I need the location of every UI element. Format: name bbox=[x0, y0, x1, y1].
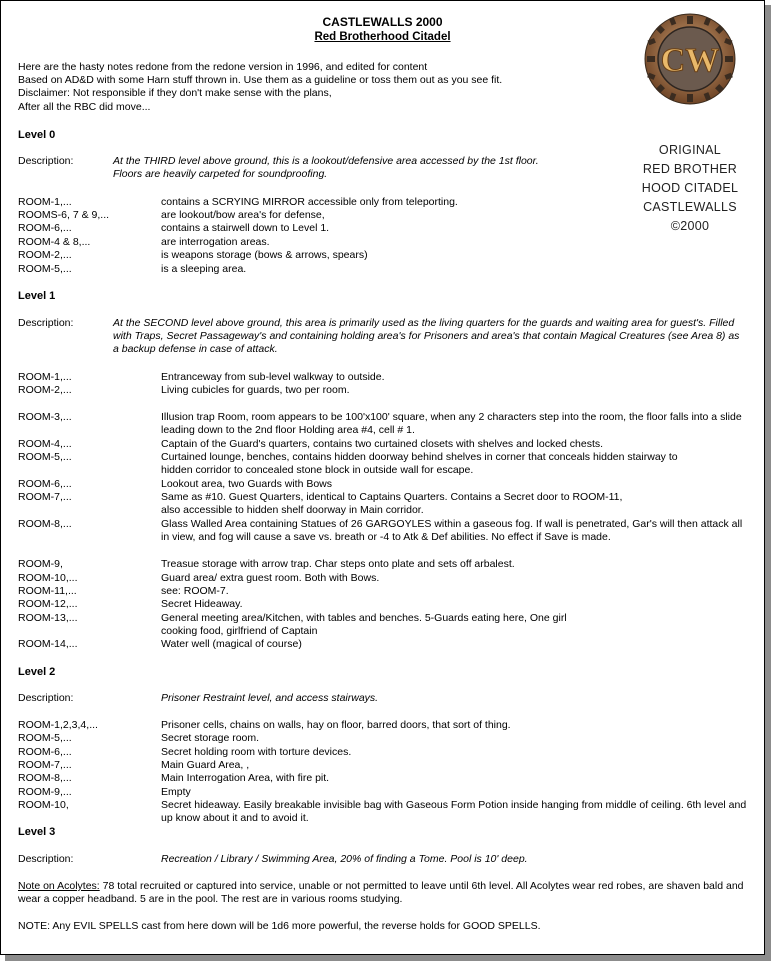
sidebar-line: RED BROTHER bbox=[642, 162, 738, 176]
sidebar-line: ORIGINAL bbox=[658, 143, 722, 157]
room-name: ROOM-13,... bbox=[18, 612, 78, 624]
acolytes-note bbox=[18, 880, 748, 906]
room-name: ROOM-9,... bbox=[18, 786, 72, 798]
intro-line: After all the RBC did move... bbox=[18, 101, 151, 113]
room-name: ROOM-5,... bbox=[18, 732, 72, 744]
room-text: contains a SCRYING MIRROR accessible only from teleporting. bbox=[161, 196, 458, 208]
doc-title: CASTLEWALLS 2000 bbox=[322, 15, 443, 29]
level1-desc-label: Description: bbox=[18, 317, 74, 329]
room-text: Prisoner cells, chains on walls, hay on floor, barred doors, that sort of thing. bbox=[161, 719, 511, 731]
acolytes-label: Note on Acolytes: bbox=[18, 880, 100, 892]
sidebar-line: ©2000 bbox=[670, 219, 710, 233]
room-text: General meeting area/Kitchen, with tables and benches. 5-Guards eating here, One girl cooking food, girlfriend of Captain bbox=[161, 612, 567, 637]
page-shadow-bottom bbox=[5, 955, 771, 961]
room-text: are lookout/bow area's for defense, bbox=[161, 209, 325, 221]
room-name: ROOM-1,2,3,4,... bbox=[18, 719, 98, 731]
intro-line: Disclaimer: Not responsible if they don't make sense with the plans, bbox=[18, 87, 332, 99]
room-name: ROOM-12,... bbox=[18, 598, 78, 610]
room-name: ROOM-2,... bbox=[18, 384, 72, 396]
logo-letters: CW bbox=[660, 42, 720, 79]
room-text: Secret storage room. bbox=[161, 732, 260, 744]
room-text: Secret holding room with torture devices. bbox=[161, 746, 352, 758]
sidebar-credit bbox=[630, 141, 750, 236]
room-text: Main Guard Area, , bbox=[161, 759, 250, 771]
room-name: ROOM-4 & 8,... bbox=[18, 236, 91, 248]
evil-spells-note: NOTE: Any EVIL SPELLS cast from here down will be 1d6 more powerful, the reverse holds for GOOD SPELLS. bbox=[18, 920, 541, 932]
level2-description: Prisoner Restraint level, and access stairways. bbox=[161, 692, 379, 704]
room-name: ROOM-5,... bbox=[18, 263, 72, 275]
room-text: are interrogation areas. bbox=[161, 236, 270, 248]
room-text: Main Interrogation Area, with fire pit. bbox=[161, 772, 330, 784]
room-text: Captain of the Guard's quarters, contains two curtained closets with shelves and locked chests. bbox=[161, 438, 604, 450]
room-name: ROOM-6,... bbox=[18, 746, 72, 758]
sidebar-line: HOOD CITADEL bbox=[641, 181, 739, 195]
room-text: Secret Hideaway. bbox=[161, 598, 243, 610]
room-text: see: ROOM-7. bbox=[161, 585, 229, 597]
level0-heading: Level 0 bbox=[18, 129, 56, 141]
level1-heading: Level 1 bbox=[18, 290, 56, 302]
room-name: ROOM-1,... bbox=[18, 371, 72, 383]
room-name: ROOM-14,... bbox=[18, 638, 78, 650]
level3-description: Recreation / Library / Swimming Area, 20% of finding a Tome. Pool is 10' deep. bbox=[161, 853, 528, 865]
room-text: Same as #10. Guest Quarters, identical to Captains Quarters. Contains a Secret door to ROOM-11, also accessible to hidden shelf doorway in Main corridor. bbox=[161, 491, 623, 516]
room-text: Lookout area, two Guards with Bows bbox=[161, 478, 333, 490]
room-text: Entranceway from sub-level walkway to outside. bbox=[161, 371, 385, 383]
room-text: Glass Walled Area containing Statues of 26 GARGOYLES within a gaseous fog. If wall is penetrated, Gar's will then attack all in view, and fog will cause a save vs. breath or -4 to Atk & Def abilities. No effect if Save is made. bbox=[161, 518, 743, 543]
castlewalls-logo bbox=[644, 13, 736, 105]
room-name: ROOM-4,... bbox=[18, 438, 72, 450]
room-text: Secret hideaway. Easily breakable invisible bag with Gaseous Form Potion inside hanging from middle of ceiling. 6th level and up know about it and to avoid it. bbox=[161, 799, 747, 824]
room-name: ROOM-11,... bbox=[18, 585, 77, 597]
room-text: Illusion trap Room, room appears to be 100'x100' square, when any 2 characters step into the room, the floor falls into a slide leading down to the 2nd floor Holding area #4, cell # 1. bbox=[161, 411, 742, 436]
level2-heading: Level 2 bbox=[18, 666, 56, 678]
level3-desc-label: Description: bbox=[18, 853, 74, 865]
room-text: Empty bbox=[161, 786, 191, 798]
intro-line: Here are the hasty notes redone from the redone version in 1996, and edited for content bbox=[18, 61, 428, 73]
room-text: is a sleeping area. bbox=[161, 263, 247, 275]
room-text: Water well (magical of course) bbox=[161, 638, 302, 650]
room-text: Treasue storage with arrow trap. Char steps onto plate and sets off arbalest. bbox=[161, 558, 515, 570]
room-name: ROOM-6,... bbox=[18, 222, 72, 234]
sidebar-line: CASTLEWALLS bbox=[643, 200, 737, 214]
acolytes-text: 78 total recruited or captured into service, unable or not permitted to leave until 6th level. All Acolytes wear red robes, are shaven bald and wear a copper headband. 5 are in the pool. The rest are in various rooms studying. bbox=[18, 880, 744, 905]
level0-description: At the THIRD level above ground, this is a lookout/defensive area accessed by the 1st floor. Floors are heavily carpeted for soundproofing. bbox=[113, 155, 539, 180]
room-name: ROOM-6,... bbox=[18, 478, 72, 490]
room-name: ROOM-7,... bbox=[18, 759, 72, 771]
room-name: ROOMS-6, 7 & 9,... bbox=[18, 209, 110, 221]
room-name: ROOM-8,... bbox=[18, 772, 72, 784]
level0-desc-label: Description: bbox=[18, 155, 74, 167]
room-name: ROOM-2,... bbox=[18, 249, 72, 261]
page-shadow-right bbox=[765, 5, 771, 960]
room-name: ROOM-1,... bbox=[18, 196, 72, 208]
room-name: ROOM-7,... bbox=[18, 491, 72, 503]
room-text: Curtained lounge, benches, contains hidden doorway behind shelves in corner that conceals hidden stairway to hidden corridor to concealed stone block in outside wall for escape. bbox=[161, 451, 678, 476]
room-name: ROOM-8,... bbox=[18, 518, 72, 530]
room-text: is weapons storage (bows & arrows, spears) bbox=[161, 249, 368, 261]
intro-line: Based on AD&D with some Harn stuff thrown in. Use them as a guideline or toss them out as you see fit. bbox=[18, 74, 503, 86]
level2-desc-label: Description: bbox=[18, 692, 74, 704]
room-name: ROOM-10,... bbox=[18, 572, 78, 584]
doc-subtitle: Red Brotherhood Citadel bbox=[314, 31, 451, 43]
room-name: ROOM-3,... bbox=[18, 411, 72, 423]
level1-description: At the SECOND level above ground, this area is primarily used as the living quarters for the guards and waiting area for guest's. Filled with Traps, Secret Passageway's and containing holding area's for Prisoners and area's that contain Magical Creatures (see Area 8) as a backup defense in case of attack. bbox=[113, 317, 740, 355]
level3-heading: Level 3 bbox=[18, 826, 56, 838]
room-name: ROOM-9, bbox=[18, 558, 63, 570]
room-text: Living cubicles for guards, two per room. bbox=[161, 384, 350, 396]
room-name: ROOM-5,... bbox=[18, 451, 72, 463]
room-text: contains a stairwell down to Level 1. bbox=[161, 222, 330, 234]
room-name: ROOM-10, bbox=[18, 799, 69, 811]
room-text: Guard area/ extra guest room. Both with Bows. bbox=[161, 572, 380, 584]
